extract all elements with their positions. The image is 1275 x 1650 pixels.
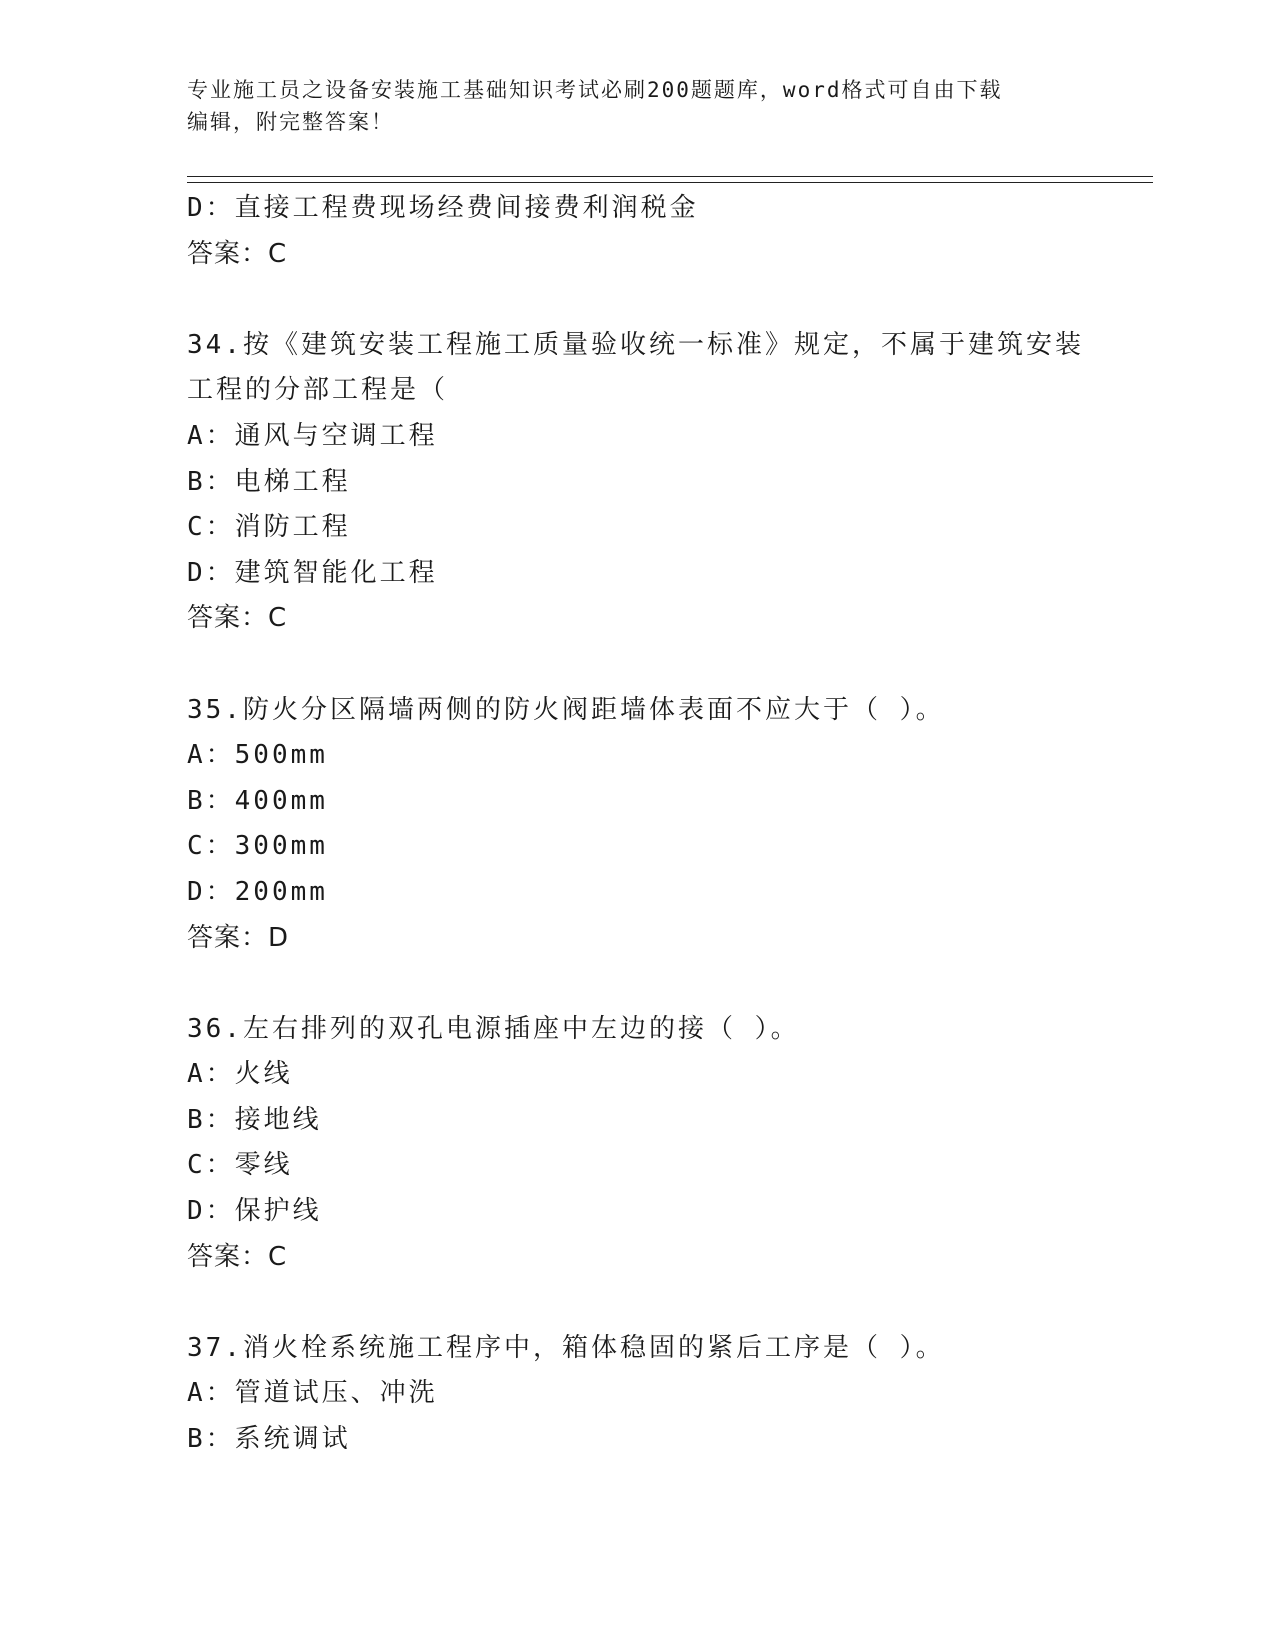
spacer [187, 642, 1107, 688]
question-35 [187, 688, 1107, 962]
document-header [187, 74, 1087, 138]
spacer [187, 277, 1107, 323]
answer-line: 答案：C [187, 603, 288, 634]
answer-line: 答案：C [187, 238, 288, 269]
question-33-tail [187, 186, 1107, 277]
option-d: D：200mm [187, 876, 328, 907]
spacer [187, 1280, 1107, 1326]
option-b: B：电梯工程 [187, 466, 351, 497]
question-stem: 34.按《建筑安装工程施工质量验收统一标准》规定，不属于建筑安装 [187, 329, 1084, 360]
header-title-line-1: 专业施工员之设备安装施工基础知识考试必刷200题题库，word格式可自由下载 [187, 78, 1003, 102]
answer-line: 答案：C [187, 1241, 288, 1272]
question-36 [187, 1007, 1107, 1281]
option-c: C：零线 [187, 1150, 293, 1181]
header-title-line-2: 编辑，附完整答案！ [187, 110, 394, 134]
option-b: B：400mm [187, 785, 328, 816]
option-b: B：系统调试 [187, 1424, 351, 1455]
option-c: C：300mm [187, 831, 328, 862]
question-stem: 37.消火栓系统施工程序中，箱体稳固的紧后工序是（ ）。 [187, 1332, 945, 1363]
header-divider [187, 176, 1153, 183]
question-list [187, 186, 1107, 1463]
option-a: A：通风与空调工程 [187, 420, 438, 451]
question-stem: 36.左右排列的双孔电源插座中左边的接（ ）。 [187, 1013, 800, 1044]
option-a: A：管道试压、冲洗 [187, 1378, 438, 1409]
option-a: A：火线 [187, 1059, 293, 1090]
option-d: D：直接工程费现场经费间接费利润税金 [187, 193, 699, 223]
spacer [187, 961, 1107, 1007]
option-b: B：接地线 [187, 1104, 322, 1135]
question-stem-continued: 工程的分部工程是（ [187, 375, 449, 406]
option-d: D：保护线 [187, 1196, 322, 1227]
option-d: D：建筑智能化工程 [187, 557, 438, 588]
question-34 [187, 323, 1107, 642]
answer-line: 答案：D [187, 922, 290, 953]
question-stem: 35.防火分区隔墙两侧的防火阀距墙体表面不应大于（ ）。 [187, 694, 945, 725]
option-c: C：消防工程 [187, 512, 351, 543]
option-a: A：500mm [187, 740, 328, 771]
question-37 [187, 1326, 1107, 1463]
